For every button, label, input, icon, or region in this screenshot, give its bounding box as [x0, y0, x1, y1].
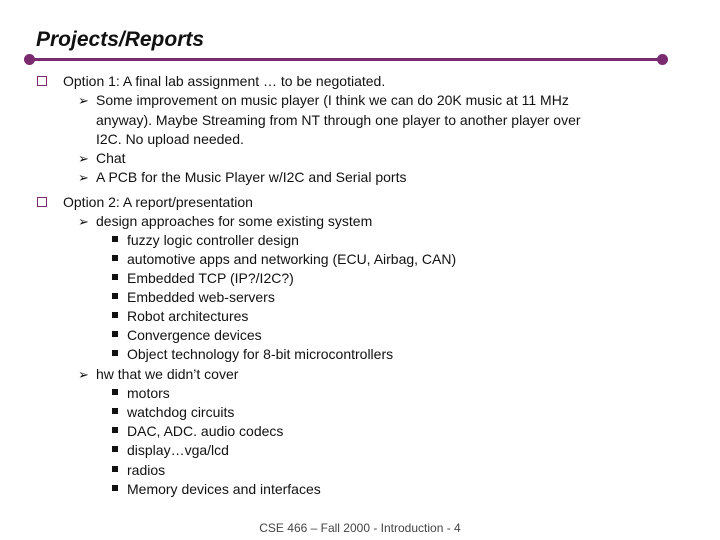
bullet-text: anyway). Maybe Streaming from NT through one player to another player over: [96, 112, 581, 128]
bullet-text: Option 2: A report/presentation: [63, 194, 253, 210]
square-bullet-icon: [112, 274, 118, 280]
bullet-text: watchdog circuits: [127, 404, 235, 420]
bullet-level-3: [127, 384, 170, 403]
bullet-level-2-continuation: [96, 130, 244, 149]
square-bullet-icon: [112, 485, 118, 491]
bullet-text: Some improvement on music player (I think we can do 20K music at 11 MHz: [96, 92, 569, 108]
bullet-text: Embedded TCP (IP?/I2C?): [127, 270, 294, 286]
square-bullet-icon: [112, 466, 118, 472]
arrowhead-bullet-icon: ➢: [78, 170, 89, 185]
arrowhead-bullet-icon: ➢: [78, 214, 89, 229]
bullet-level-2: [78, 365, 239, 384]
bullet-level-3: [127, 231, 299, 250]
bullet-text: motors: [127, 385, 170, 401]
square-bullet-icon: [112, 236, 118, 242]
bullet-level-3: [127, 461, 165, 480]
bullet-level-2: [78, 168, 407, 187]
bullet-level-3: [127, 288, 275, 307]
bullet-level-2-continuation: [96, 111, 581, 130]
bullet-text: Embedded web-servers: [127, 289, 275, 305]
square-bullet-icon: [112, 312, 118, 318]
hollow-square-bullet-icon: [37, 197, 47, 207]
square-bullet-icon: [112, 293, 118, 299]
square-bullet-icon: [112, 408, 118, 414]
bullet-level-3: [127, 326, 262, 345]
bullet-level-1: [63, 193, 253, 212]
arrowhead-bullet-icon: ➢: [78, 367, 89, 382]
bullet-level-3: [127, 403, 234, 422]
bullet-level-3: [127, 441, 229, 460]
bullet-level-3: [127, 422, 283, 441]
slide-footer: CSE 466 – Fall 2000 - Introduction - 4: [259, 521, 461, 535]
bullet-text: Option 1: A final lab assignment … to be negotiated.: [63, 73, 386, 89]
bullet-text: fuzzy logic controller design: [127, 232, 299, 248]
bullet-text: Memory devices and interfaces: [127, 481, 321, 497]
bullet-text: display…vga/lcd: [127, 442, 229, 458]
bullet-level-2: [78, 212, 373, 231]
square-bullet-icon: [112, 350, 118, 356]
bullet-level-1: [63, 72, 385, 91]
bullet-text: A PCB for the Music Player w/I2C and Serial ports: [96, 169, 407, 185]
bullet-level-3: [127, 480, 321, 499]
square-bullet-icon: [112, 446, 118, 452]
bullet-level-2: [78, 91, 569, 110]
bullet-text: Robot architectures: [127, 308, 249, 324]
bullet-text: hw that we didn’t cover: [96, 366, 239, 382]
bullet-text: Chat: [96, 150, 126, 166]
bullet-level-3: [127, 250, 456, 269]
bullet-level-3: [127, 345, 393, 364]
bullet-text: Convergence devices: [127, 327, 262, 343]
arrowhead-bullet-icon: ➢: [78, 93, 89, 108]
hollow-square-bullet-icon: [37, 76, 47, 86]
square-bullet-icon: [112, 331, 118, 337]
bullet-text: Object technology for 8-bit microcontrollers: [127, 346, 394, 362]
bullet-text: radios: [127, 462, 166, 478]
slide-title: Projects/Reports: [36, 28, 205, 51]
square-bullet-icon: [112, 389, 118, 395]
square-bullet-icon: [112, 427, 118, 433]
bullet-text: automotive apps and networking (ECU, Airbag, CAN): [127, 251, 457, 267]
bullet-text: I2C. No upload needed.: [96, 131, 244, 147]
bullet-level-2: [78, 149, 126, 168]
bullet-text: DAC, ADC. audio codecs: [127, 423, 284, 439]
bullet-level-3: [127, 269, 294, 288]
square-bullet-icon: [112, 255, 118, 261]
arrowhead-bullet-icon: ➢: [78, 151, 89, 166]
bullet-level-3: [127, 307, 248, 326]
bullet-text: design approaches for some existing system: [96, 213, 373, 229]
